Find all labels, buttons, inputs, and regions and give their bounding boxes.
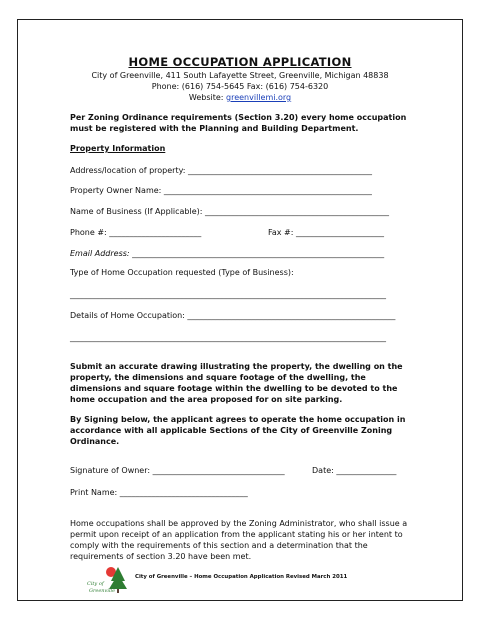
document-title: HOME OCCUPATION APPLICATION [128, 55, 352, 69]
approval-text: Home occupations shall be approved by the Zoning Administrator, who shall issue a permit upon receipt of an application from the applicant stating his or her intent to comply with the requirements of this section and a determination that the requirements of section 3.20 have been met. [70, 519, 408, 561]
svg-text:Greenville: Greenville [89, 588, 116, 594]
details-field[interactable]: Details of Home Occupation: ____________________________________________________ [70, 311, 396, 320]
city-logo [85, 565, 131, 595]
website-link[interactable]: greenvillemi.org [226, 93, 292, 102]
website-label: Website: [188, 93, 227, 102]
owner-signature-field[interactable]: Signature of Owner: _________________________________ [70, 466, 285, 475]
owner-name-field[interactable]: Property Owner Name: ____________________________________________________ [70, 186, 372, 195]
email-field[interactable]: Email Address: _______________________________________________________________ [70, 249, 385, 258]
occupation-type-label: Type of Home Occupation requested (Type of Business): [70, 268, 294, 277]
signing-agreement: By Signing below, the applicant agrees to operate the home occupation in accordance with all applicable Sections of the City of Greenville Zoning Ordinance. [70, 415, 406, 446]
city-logo-graphic [85, 565, 131, 595]
date-field[interactable]: Date: _______________ [312, 466, 397, 475]
page-border [17, 19, 463, 601]
website-line [0, 93, 480, 102]
phone-field[interactable]: Phone #: _______________________ [70, 228, 202, 237]
business-name-field[interactable]: Name of Business (If Applicable): ______________________________________________ [70, 207, 390, 216]
city-address: City of Greenville, 411 South Lafayette Street, Greenville, Michigan 48838 [91, 71, 389, 80]
intro-text: Per Zoning Ordinance requirements (Section 3.20) every home occupation must be registered with the Planning and Building Department. [70, 113, 407, 133]
print-name-field[interactable]: Print Name: ________________________________ [70, 488, 248, 497]
address-field[interactable]: Address/location of property: ______________________________________________ [70, 166, 372, 175]
phone-fax: Phone: (616) 754-5645 Fax: (616) 754-6320 [151, 82, 329, 91]
drawing-instructions: Submit an accurate drawing illustrating the property, the dwelling on the property, the dimensions and square footage of the dwelling, the dimensions and square footage within the dwelling to be devoted to the home occupation and the area proposed for on site parking. [70, 362, 403, 404]
footer-text: City of Greenville – Home Occupation Application Revised March 2011 [135, 574, 348, 580]
occupation-type-line[interactable]: _______________________________________________________________________________ [70, 290, 386, 299]
svg-text:City of: City of [87, 581, 104, 587]
details-line[interactable]: _______________________________________________________________________________ [70, 333, 386, 342]
fax-field[interactable]: Fax #: ______________________ [268, 228, 384, 237]
property-heading: Property Information [70, 144, 166, 153]
